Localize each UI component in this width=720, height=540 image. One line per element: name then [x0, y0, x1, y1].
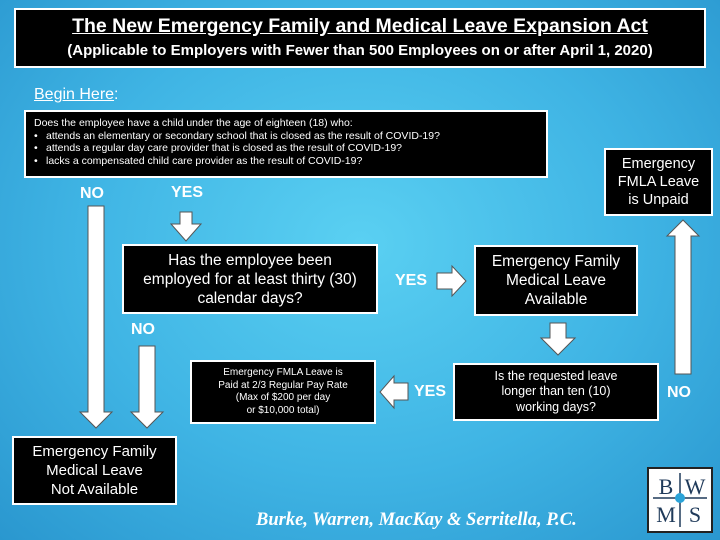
- bullet-item: • attends an elementary or secondary school that is closed as the result of COVID-19?: [34, 130, 538, 143]
- paid-line: or $10,000 total): [246, 404, 320, 416]
- arrow-to-question3: [541, 323, 575, 355]
- leave-available-line: Medical Leave: [506, 272, 606, 289]
- arrow-yes-to-question2: [171, 212, 201, 241]
- paid-line: Emergency FMLA Leave is: [223, 367, 343, 378]
- label-yes-1: YES: [171, 184, 204, 201]
- firm-logo: [647, 467, 713, 533]
- bullet-item: • attends a regular day care provider that is closed as the result of COVID-19?: [34, 142, 538, 155]
- logo-letter-w: W: [684, 474, 706, 499]
- firm-name: Burke, Warren, MacKay & Serritella, P.C.: [256, 510, 577, 530]
- label-yes-3: YES: [414, 383, 447, 400]
- logo-mark: [649, 469, 711, 531]
- not-available-line: Not Available: [50, 481, 139, 498]
- label-no-2: NO: [131, 321, 155, 338]
- result-leave-available: [474, 245, 638, 316]
- logo-letter-s: S: [688, 502, 702, 527]
- leave-available-line: Emergency Family: [491, 253, 621, 270]
- arrow-yes-to-leave-available: [437, 266, 466, 296]
- question-employment-duration: [122, 244, 378, 314]
- question-child-care: [24, 110, 548, 178]
- question-child-care-text: Does the employee have a child under the age of eighteen (18) who:: [34, 117, 353, 129]
- question2-line: employed for at least thirty (30): [143, 270, 357, 288]
- paid-line: Paid at 2/3 Regular Pay Rate: [218, 379, 348, 391]
- question3-line: Is the requested leave: [494, 368, 618, 383]
- page-title: The New Emergency Family and Medical Leave Expansion Act: [72, 15, 648, 37]
- leave-available-line: Available: [524, 291, 588, 308]
- title-banner: [14, 8, 706, 68]
- not-available-line: Emergency Family: [32, 443, 157, 460]
- question-leave-length: [453, 363, 659, 421]
- logo-letter-m: M: [656, 502, 676, 527]
- page-subtitle: (Applicable to Employers with Fewer than 500 Employees on or after April 1, 2020): [67, 42, 653, 59]
- paid-line: (Max of $200 per day: [235, 392, 331, 403]
- question3-line: working days?: [516, 399, 596, 414]
- unpaid-line: is Unpaid: [628, 192, 689, 208]
- arrow-no-to-not-available: [80, 206, 112, 428]
- begin-here-link[interactable]: Begin Here: [34, 86, 115, 103]
- logo-letter-b: B: [658, 474, 674, 499]
- label-yes-2: YES: [395, 272, 428, 289]
- question3-line: longer than ten (10): [501, 384, 611, 399]
- begin-here: [34, 86, 119, 104]
- question2-line: calendar days?: [197, 289, 303, 307]
- label-no-3: NO: [667, 384, 691, 401]
- result-leave-paid: [190, 360, 376, 424]
- question-child-care-bullets: [34, 130, 538, 168]
- arrow-no-to-unpaid: [667, 220, 699, 374]
- label-no-1: NO: [80, 185, 104, 202]
- arrow-yes-to-paid: [380, 376, 408, 408]
- not-available-line: Medical Leave: [46, 462, 143, 479]
- bullet-item: • lacks a compensated child care provider as the result of COVID-19?: [34, 155, 538, 168]
- unpaid-line: Emergency: [621, 156, 696, 172]
- result-leave-unpaid: [604, 148, 713, 216]
- result-leave-not-available: [12, 436, 177, 505]
- unpaid-line: FMLA Leave: [617, 174, 700, 190]
- arrow-no-to-not-available-2: [131, 346, 163, 428]
- question2-line: Has the employee been: [168, 251, 332, 269]
- begin-here-colon: :: [114, 86, 119, 103]
